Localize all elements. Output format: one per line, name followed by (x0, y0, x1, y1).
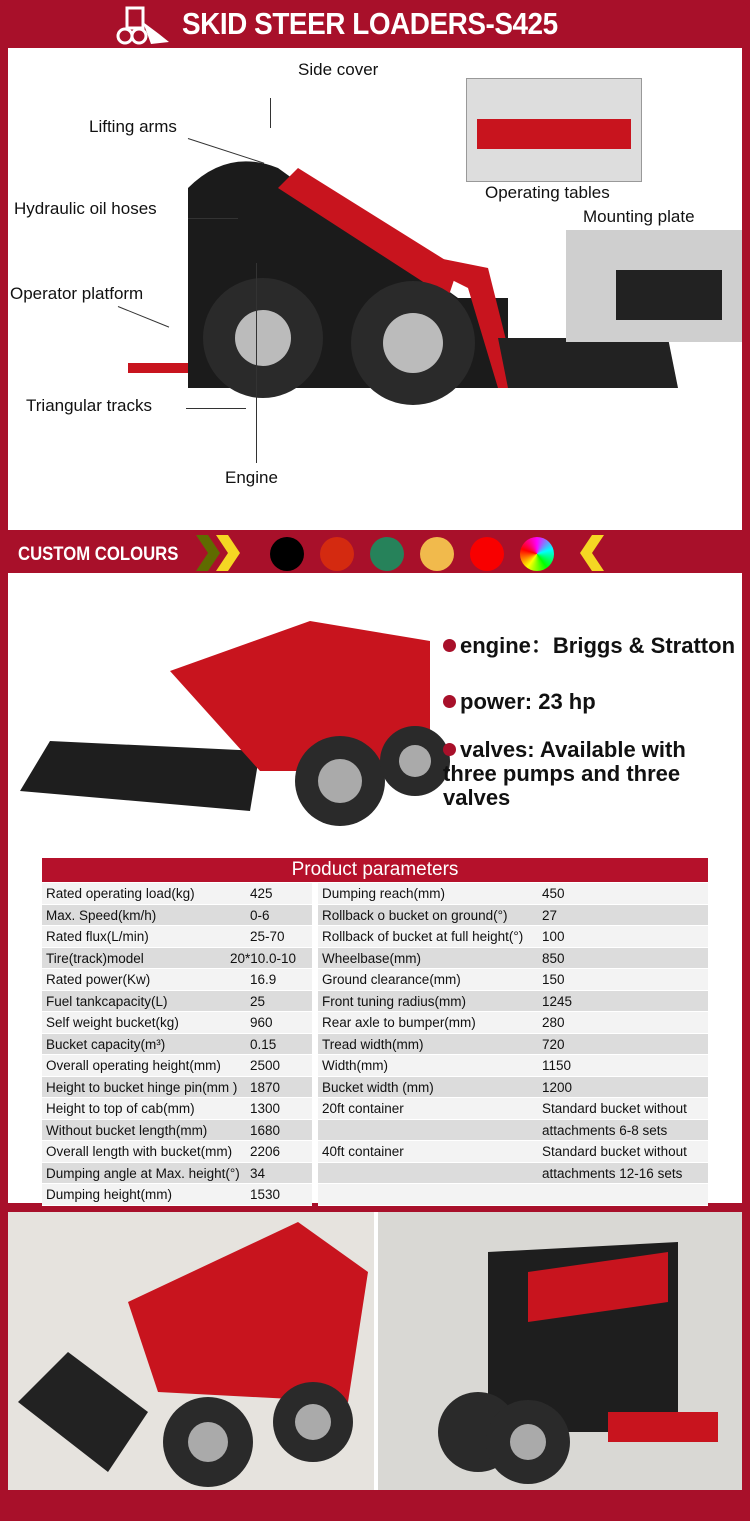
label-operating-tables: Operating tables (485, 183, 610, 202)
table-row (42, 1184, 312, 1206)
param-name: Height to top of cab(mm) (46, 1101, 195, 1116)
param-name: Rear axle to bumper(mm) (322, 1015, 476, 1030)
param-value: 25-70 (250, 929, 285, 944)
param-value (542, 1184, 708, 1205)
label-operator-platform: Operator platform (10, 284, 144, 303)
label-engine: Engine (225, 468, 278, 487)
param-value: attachments 12-16 sets (542, 1165, 683, 1181)
leader-line (256, 263, 257, 463)
table-row (42, 1120, 312, 1142)
bullet-icon (443, 639, 456, 652)
bullet-icon (443, 695, 456, 708)
colour-swatch-black[interactable] (270, 537, 304, 571)
table-row (42, 905, 312, 927)
param-value: 2206 (250, 1144, 281, 1159)
param-value: 100 (542, 929, 565, 944)
table-row (318, 991, 708, 1013)
table-row (318, 926, 708, 948)
param-name: Rollback o bucket on ground(°) (322, 907, 508, 923)
loader-photo-side (8, 1212, 374, 1490)
param-name: Overall operating height(mm) (46, 1058, 221, 1073)
colour-swatch-custom[interactable] (520, 537, 554, 571)
table-row (318, 1141, 708, 1163)
spec-valves: valves: Available with three pumps and three valves (443, 737, 686, 810)
param-value: 150 (542, 972, 565, 987)
table-row (318, 1184, 708, 1206)
param-value: 34 (250, 1165, 266, 1181)
param-value: 2500 (250, 1058, 281, 1073)
param-value: 1300 (250, 1101, 281, 1116)
loader-photo-rear (378, 1212, 742, 1490)
label-triangular-tracks: Triangular tracks (26, 396, 152, 415)
param-name (318, 1184, 542, 1205)
param-name: Tread width(mm) (322, 1036, 424, 1052)
param-value: 960 (250, 1015, 273, 1030)
param-name: 40ft container (322, 1144, 404, 1159)
leader-line (270, 98, 271, 128)
table-column-left (42, 883, 312, 1206)
param-name: Rated power(Kw) (46, 972, 151, 987)
colour-swatch-green[interactable] (370, 537, 404, 571)
table-row (318, 1077, 708, 1099)
param-name: Self weight bucket(kg) (46, 1015, 179, 1030)
label-hydraulic-hoses: Hydraulic oil hoses (14, 199, 157, 218)
table-row (318, 883, 708, 905)
param-value: 25 (250, 993, 266, 1009)
param-value: attachments 6-8 sets (542, 1122, 668, 1138)
param-value: 0.15 (250, 1036, 277, 1052)
diagram-panel (8, 48, 742, 530)
param-value: 0-6 (250, 907, 270, 923)
param-value: 720 (542, 1036, 565, 1052)
table-row (42, 1098, 312, 1120)
param-value: 1680 (250, 1122, 281, 1138)
param-value: 27 (542, 907, 558, 923)
table-row (318, 1163, 708, 1185)
param-value: 20*10.0-10 (230, 950, 297, 966)
param-value: 1245 (542, 993, 573, 1009)
param-name (318, 1120, 542, 1141)
spec-power: power: 23 hp (443, 690, 596, 714)
table-row (42, 1077, 312, 1099)
param-name: Rated operating load(kg) (46, 886, 195, 901)
param-value: 1150 (542, 1058, 572, 1073)
table-row (42, 1012, 312, 1034)
param-name: Height to bucket hinge pin(mm ) (46, 1079, 238, 1095)
bullet-icon (443, 743, 456, 756)
param-name: Ground clearance(mm) (322, 972, 461, 987)
table-row (318, 1120, 708, 1142)
operating-tables-photo (466, 78, 642, 182)
param-value: 450 (542, 886, 565, 901)
param-name (318, 1163, 542, 1184)
param-name: Bucket width (mm) (322, 1079, 434, 1095)
table-row (318, 948, 708, 970)
table-column-right (318, 883, 708, 1206)
param-value: Standard bucket without (542, 1144, 687, 1159)
param-value: 850 (542, 950, 565, 966)
photo-gallery (8, 1212, 742, 1490)
table-row (42, 926, 312, 948)
param-name: Dumping height(mm) (46, 1187, 173, 1202)
param-name: Width(mm) (322, 1058, 388, 1073)
table-row (42, 969, 312, 991)
param-name: Fuel tankcapacity(L) (46, 993, 168, 1009)
colour-swatch-orange-red[interactable] (320, 537, 354, 571)
parameters-table (42, 858, 708, 1206)
table-row (42, 1163, 312, 1185)
table-row (318, 905, 708, 927)
param-name: Max. Speed(km/h) (46, 907, 157, 923)
leader-line (188, 218, 238, 219)
mounting-plate-photo (566, 230, 742, 342)
table-row (42, 1141, 312, 1163)
param-name: Tire(track)model (46, 950, 144, 966)
label-lifting-arms: Lifting arms (89, 117, 177, 136)
param-name: Dumping reach(mm) (322, 886, 446, 901)
skid-steer-loader-icon (115, 4, 171, 46)
param-value: 1870 (250, 1079, 281, 1095)
table-row (318, 1012, 708, 1034)
table-row (318, 1098, 708, 1120)
chevron-icon (192, 533, 248, 573)
param-name: Bucket capacity(m³) (46, 1036, 166, 1052)
chevron-left-icon (578, 533, 608, 573)
table-row (42, 948, 312, 970)
param-value: 1200 (542, 1079, 573, 1095)
loader-photo (10, 581, 450, 841)
param-name: Front tuning radius(mm) (322, 993, 467, 1009)
param-value: 425 (250, 886, 273, 901)
colour-swatch-red[interactable] (470, 537, 504, 571)
label-side-cover: Side cover (298, 60, 379, 79)
param-name: Wheelbase(mm) (322, 950, 422, 966)
param-name: Without bucket length(mm) (46, 1122, 208, 1138)
colour-swatch-yellow[interactable] (420, 537, 454, 571)
table-row (318, 1055, 708, 1077)
param-name: Overall length with bucket(mm) (46, 1144, 233, 1159)
param-name: Dumping angle at Max. height(°) (46, 1165, 240, 1181)
param-value: 280 (542, 1015, 565, 1030)
table-row (318, 969, 708, 991)
param-name: Rated flux(L/min) (46, 929, 149, 944)
label-mounting-plate: Mounting plate (583, 207, 695, 226)
custom-colours-label: CUSTOM COLOURS (18, 544, 179, 565)
table-title: Product parameters (42, 858, 708, 882)
param-name: Rollback of bucket at full height(°) (322, 929, 524, 944)
page-title: SKID STEER LOADERS-S425 (182, 6, 558, 41)
table-row (42, 1055, 312, 1077)
param-value: 1530 (250, 1187, 281, 1202)
spec-engine: engine：Briggs & Stratton (443, 634, 735, 658)
param-value: 16.9 (250, 972, 277, 987)
table-row (42, 991, 312, 1013)
leader-line (186, 408, 246, 409)
param-value: Standard bucket without (542, 1101, 687, 1116)
table-row (318, 1034, 708, 1056)
table-row (42, 883, 312, 905)
table-row (42, 1034, 312, 1056)
param-name: 20ft container (322, 1101, 404, 1116)
